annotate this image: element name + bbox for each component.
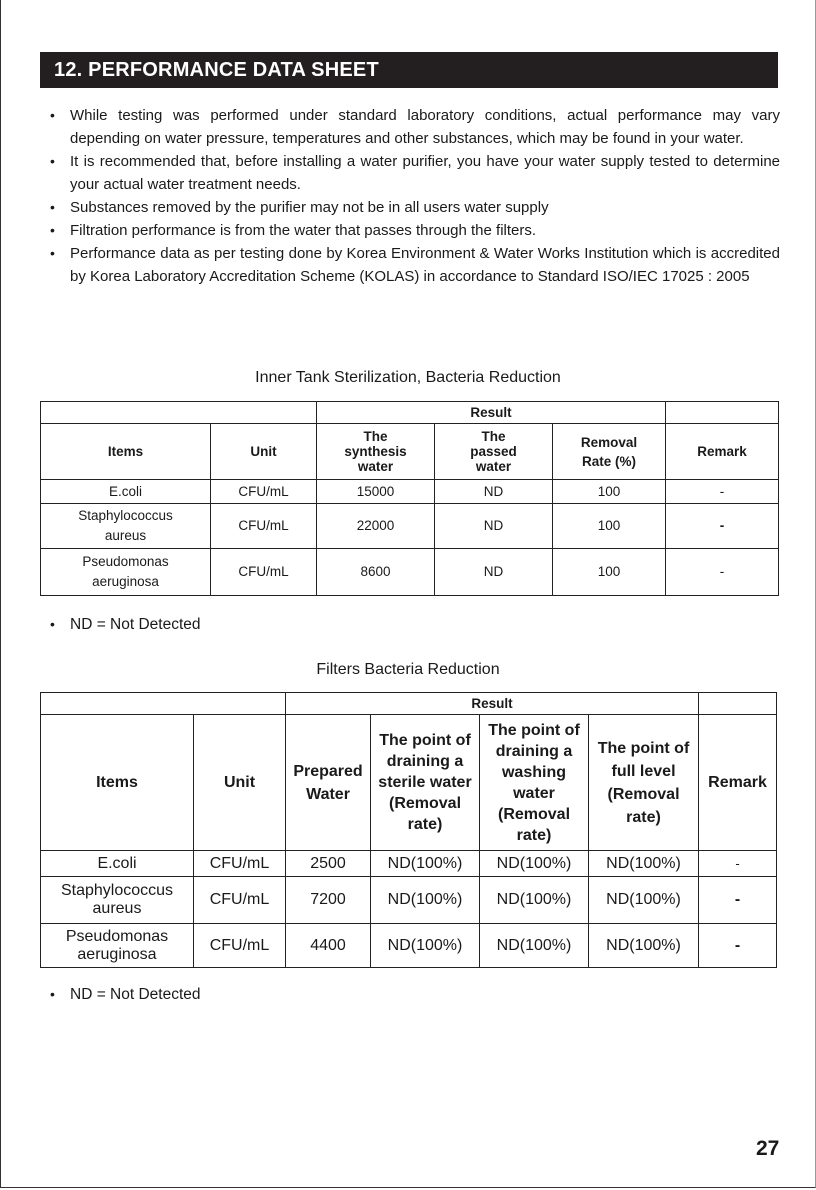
- cell-prepared-value: 2500: [286, 851, 371, 877]
- col-header-washing-drain: The point of draining a washing water (Removal rate): [480, 715, 589, 851]
- table-row: [41, 549, 779, 596]
- cell-prepared-value: 4400: [286, 924, 371, 968]
- cell-removal-rate: 100: [553, 480, 666, 504]
- empty-header-cell: [41, 693, 286, 715]
- cell-washing-drain-value: ND(100%): [480, 924, 589, 968]
- bullet-text: While testing was performed under standard laboratory conditions, actual performance may vary depending on water pressure, temperatures and other substances, which may be found in your water.: [70, 107, 780, 147]
- bullet-item: [44, 150, 780, 196]
- empty-header-cell: [41, 402, 317, 424]
- filters-table: [40, 692, 777, 968]
- bullet-item: [44, 196, 780, 219]
- table2-footnote: [50, 986, 201, 1004]
- col-header-unit: Unit: [211, 424, 317, 480]
- table-row: [41, 877, 777, 924]
- cell-remark: -: [666, 504, 779, 549]
- bullet-item: [44, 242, 780, 288]
- bullet-item: [44, 219, 780, 242]
- col-header-synthesis-water: The synthesis water: [317, 424, 435, 480]
- footnote-text: ND = Not Detected: [70, 986, 201, 1003]
- col-header-remark: Remark: [666, 424, 779, 480]
- bullet-text: Filtration performance is from the water that passes through the filters.: [70, 222, 537, 239]
- empty-header-cell: [666, 402, 779, 424]
- table-row: [41, 504, 779, 549]
- table-header-row: [41, 715, 777, 851]
- col-header-items: Items: [41, 424, 211, 480]
- section-title: 12. PERFORMANCE DATA SHEET: [40, 52, 778, 88]
- inner-tank-table: [40, 401, 779, 596]
- cell-unit: CFU/mL: [211, 549, 317, 596]
- info-bullet-list: [44, 104, 780, 288]
- cell-unit: CFU/mL: [211, 480, 317, 504]
- cell-item: Pseudomonas aeruginosa: [41, 924, 194, 968]
- page-number: 27: [756, 1137, 780, 1160]
- cell-unit: CFU/mL: [194, 851, 286, 877]
- cell-remark: -: [699, 924, 777, 968]
- result-group-header: Result: [286, 693, 699, 715]
- cell-remark: -: [666, 480, 779, 504]
- bullet-icon: •: [50, 199, 55, 215]
- cell-unit: CFU/mL: [194, 877, 286, 924]
- cell-washing-drain-value: ND(100%): [480, 877, 589, 924]
- footnote-text: ND = Not Detected: [70, 616, 201, 633]
- cell-sterile-drain-value: ND(100%): [371, 924, 480, 968]
- cell-unit: CFU/mL: [211, 504, 317, 549]
- bullet-icon: •: [50, 222, 55, 238]
- bullet-icon: •: [50, 107, 55, 123]
- cell-synthesis-value: 15000: [317, 480, 435, 504]
- col-header-full-level: The point of full level (Removal rate): [589, 715, 699, 851]
- bullet-text: Substances removed by the purifier may not be in all users water supply: [70, 199, 549, 216]
- bullet-icon: •: [50, 986, 55, 1002]
- col-header-removal-rate: Removal Rate (%): [553, 424, 666, 480]
- empty-header-cell: [699, 693, 777, 715]
- col-header-items: Items: [41, 715, 194, 851]
- cell-sterile-drain-value: ND(100%): [371, 851, 480, 877]
- cell-removal-rate: 100: [553, 549, 666, 596]
- table-header-row: [41, 424, 779, 480]
- cell-full-level-value: ND(100%): [589, 851, 699, 877]
- result-group-header: Result: [317, 402, 666, 424]
- table2-title: Filters Bacteria Reduction: [316, 661, 500, 678]
- cell-synthesis-value: 22000: [317, 504, 435, 549]
- table-group-header-row: [41, 402, 779, 424]
- table-row: [41, 851, 777, 877]
- cell-passed-value: ND: [435, 504, 553, 549]
- col-header-remark: Remark: [699, 715, 777, 851]
- cell-passed-value: ND: [435, 549, 553, 596]
- cell-remark: -: [699, 877, 777, 924]
- table-row: [41, 480, 779, 504]
- cell-item: E.coli: [41, 480, 211, 504]
- cell-passed-value: ND: [435, 480, 553, 504]
- col-header-passed-water: The passed water: [435, 424, 553, 480]
- table1-title: Inner Tank Sterilization, Bacteria Reduction: [255, 369, 561, 386]
- bullet-icon: •: [50, 245, 55, 261]
- table1-footnote: [50, 616, 201, 634]
- cell-synthesis-value: 8600: [317, 549, 435, 596]
- cell-full-level-value: ND(100%): [589, 877, 699, 924]
- cell-remark: -: [666, 549, 779, 596]
- bullet-text: It is recommended that, before installing a water purifier, you have your water supply tested to determine your actual water treatment needs.: [70, 153, 780, 193]
- cell-removal-rate: 100: [553, 504, 666, 549]
- bullet-item: [44, 104, 780, 150]
- bullet-text: Performance data as per testing done by Korea Environment & Water Works Institution which is accredited by Korea Laboratory Accreditation Scheme (KOLAS) in accordance to Standard ISO/IEC 17025 : 2005: [70, 245, 780, 285]
- cell-remark: -: [699, 851, 777, 877]
- table-row: [41, 924, 777, 968]
- table-group-header-row: [41, 693, 777, 715]
- cell-full-level-value: ND(100%): [589, 924, 699, 968]
- bullet-icon: •: [50, 616, 55, 632]
- cell-sterile-drain-value: ND(100%): [371, 877, 480, 924]
- col-header-prepared-water: Prepared Water: [286, 715, 371, 851]
- bullet-icon: •: [50, 153, 55, 169]
- cell-washing-drain-value: ND(100%): [480, 851, 589, 877]
- cell-prepared-value: 7200: [286, 877, 371, 924]
- cell-item: Staphylococcus aureus: [41, 877, 194, 924]
- cell-item: E.coli: [41, 851, 194, 877]
- col-header-sterile-drain: The point of draining a sterile water (Removal rate): [371, 715, 480, 851]
- cell-unit: CFU/mL: [194, 924, 286, 968]
- col-header-unit: Unit: [194, 715, 286, 851]
- cell-item: Pseudomonas aeruginosa: [41, 549, 211, 596]
- cell-item: Staphylococcus aureus: [41, 504, 211, 549]
